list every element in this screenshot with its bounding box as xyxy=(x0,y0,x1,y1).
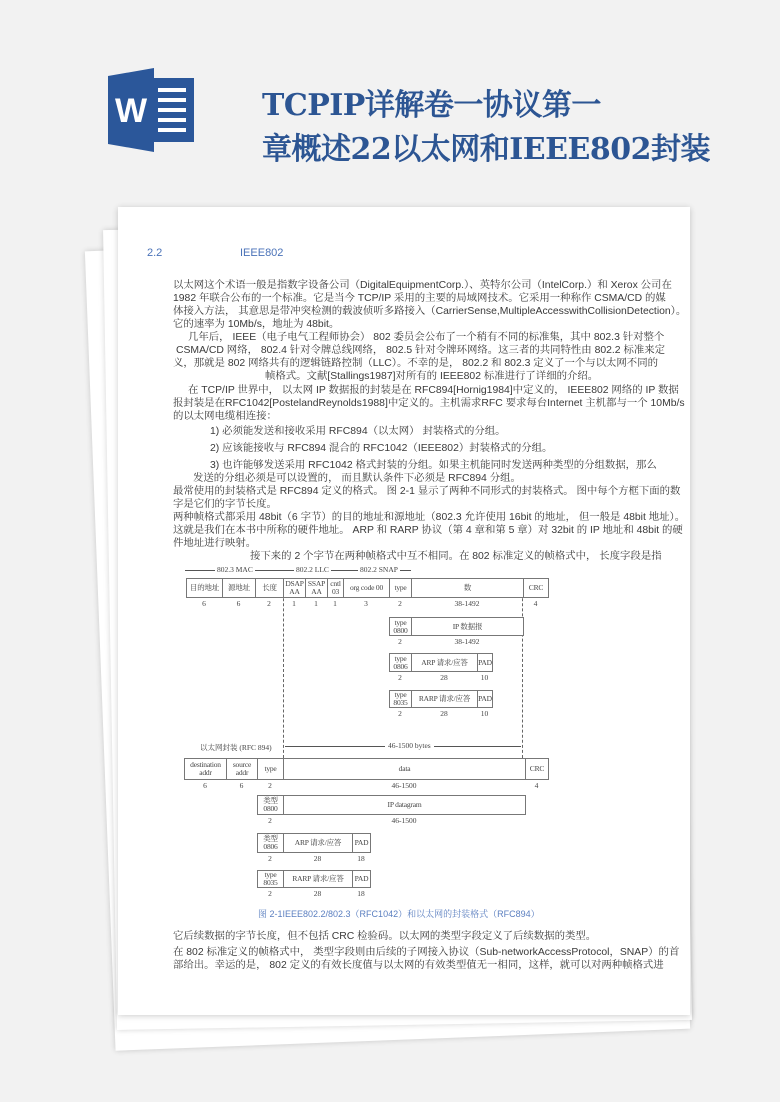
field-size: 2 xyxy=(267,599,271,608)
text-line: 义，那就是 802 网络共有的逻辑链路控制（LLC）。不幸的是， 802.2 和 802.3 定义了一个与以太网不同的 xyxy=(173,358,658,369)
text-line: 的以太网电缆相连接： xyxy=(173,411,277,422)
field-size: 6 xyxy=(203,781,207,790)
frame-field: data xyxy=(283,758,526,780)
divider-dashed xyxy=(522,578,523,763)
field-size: 28 xyxy=(313,889,322,898)
text-line: 件地址进行映射。 xyxy=(173,538,257,549)
text-line: 几年后， IEEE（电子电气工程师协会） 802 委员会公布了一个稍有不同的标准集，其中 802.3 针对整个 xyxy=(188,332,665,343)
frame-field: type xyxy=(257,758,284,780)
text-line: 2) 应该能接收与 RFC894 混合的 RFC1042（IEEE802）封装格式的分组。 xyxy=(210,443,553,454)
field-size: 2 xyxy=(268,854,272,863)
text-line: 字是它们的字节长度。 xyxy=(173,499,277,510)
frame-field: CRC xyxy=(525,758,549,780)
frame-field: IP datagram xyxy=(283,795,526,815)
frame-field: type xyxy=(389,578,412,598)
frame-field: 源地址 xyxy=(222,578,256,598)
field-size: 1 xyxy=(292,599,296,608)
text-line: 以太网这个术语一般是指数字设备公司（DigitalEquipmentCorp.）、英特尔公司（IntelCorp.）和 Xerox 公司在 xyxy=(173,280,672,291)
text-line: 在 TCP/IP 世界中， 以太网 IP 数据报的封装是在 RFC894[Hornig1984]中定义的， IEEE802 网络的 IP 数据 xyxy=(188,385,679,396)
frame-field: 数 xyxy=(411,578,524,598)
frame-field: PAD xyxy=(352,833,371,853)
field-size: 18 xyxy=(357,889,365,898)
divider-dashed xyxy=(283,578,284,763)
frame-field: IP 数据报 xyxy=(411,617,524,636)
frame-field: PAD xyxy=(477,690,493,708)
word-logo-icon xyxy=(108,68,196,152)
bracket-label: 802.2 LLC xyxy=(296,565,329,574)
text-line: CSMA/CD 网络， 802.4 针对令牌总线网络， 802.5 针对令牌环网络。这三者的共同特性由 802.2 标准来定 xyxy=(176,345,666,356)
frame-field: type 0800 xyxy=(389,617,412,636)
field-size: 6 xyxy=(239,781,244,790)
text-line: 1982 年联合公布的一个标准。它是当今 TCP/IP 采用的主要的局域网技术。它采用一种称作 CSMA/CD 的媒 xyxy=(173,293,666,304)
frame-field: source addr xyxy=(226,758,258,780)
field-size: 1 xyxy=(314,599,318,608)
field-size: 1 xyxy=(333,599,337,608)
doc-title-line1: TCPIP详解卷一协议第一 xyxy=(262,88,601,123)
svg-text:W: W xyxy=(114,92,148,130)
field-size: 10 xyxy=(480,673,489,682)
frame-field: cntl 03 xyxy=(327,578,344,598)
field-size: 2 xyxy=(268,816,272,825)
field-size: 2 xyxy=(398,709,402,718)
text-line: 帧格式。文献[Stallings1987]对所有的 IEEE802 标准进行了详细的介绍。 xyxy=(265,371,599,382)
frame-field: ARP 请求/应答 xyxy=(411,653,478,672)
field-size: 4 xyxy=(533,599,538,608)
text-line: 发送的分组必须是可以设置的， 而且默认条件下必须是 RFC894 分组。 xyxy=(193,473,521,484)
field-size: 2 xyxy=(268,781,272,790)
frame-field: type 0806 xyxy=(389,653,412,672)
frame-field: 类型 0800 xyxy=(257,795,284,815)
bracket-label: 802.2 SNAP xyxy=(360,565,398,574)
eth-encap-label: 以太网封装 (RFC 894) xyxy=(200,743,272,752)
frame-field: PAD xyxy=(477,653,493,672)
text-line: 3) 也许能够发送采用 RFC1042 格式封装的分组。如果主机能同时发送两种类型的分组数据，那么 xyxy=(210,460,657,471)
frame-field: ARP 请求/应答 xyxy=(283,833,353,853)
field-size: 46-1500 xyxy=(391,781,417,790)
field-size: 28 xyxy=(440,673,448,682)
frame-field: destination addr xyxy=(184,758,227,780)
frame-field: org code 00 xyxy=(343,578,390,598)
field-size: 38-1492 xyxy=(454,599,480,608)
field-size: 10 xyxy=(480,709,489,718)
frame-field: RARP 请求/应答 xyxy=(283,870,353,888)
field-size: 38-1492 xyxy=(454,637,480,646)
text-line: 它后续数据的字节长度，但不包括 CRC 检验码。以太网的类型字段定义了后续数据的类型。 xyxy=(173,931,597,942)
frame-field: RARP 请求/应答 xyxy=(411,690,478,708)
bracket-label: 802.3 MAC xyxy=(217,565,253,574)
text-line: 它的速率为 10Mb/s，地址为 48bit。 xyxy=(173,319,340,330)
text-line: 部给出。幸运的是， 802 定义的有效长度值与以太网的有效类型值无一相同，这样，就可以对两种帧格式进 xyxy=(173,960,664,971)
frame-field: PAD xyxy=(352,870,371,888)
text-line: 报封装是在RFC1042[PostelandReynolds1988]中定义的。主机需求RFC 要求每台Internet 主机都与一个 10Mb/s xyxy=(173,398,685,409)
field-size: 18 xyxy=(357,854,365,863)
field-size: 3 xyxy=(364,599,368,608)
frame-field: 长度 xyxy=(255,578,284,598)
frame-field: DSAP AA xyxy=(283,578,306,598)
field-size: 2 xyxy=(268,889,272,898)
frame-field: 类型 0806 xyxy=(257,833,284,853)
field-size: 6 xyxy=(202,599,206,608)
text-line: 两种帧格式都采用 48bit（6 字节）的目的地址和源地址（802.3 允许使用 16bit 的地址， 但一般是 48bit 地址）。 xyxy=(173,512,686,523)
text-line: 最常使用的封装格式是 RFC894 定义的格式。 图 2-1 显示了两种不同形式的封装格式。 图中每个方框下面的数 xyxy=(173,486,681,497)
section-number: 2.2 xyxy=(147,247,163,259)
frame-field: type 8035 xyxy=(257,870,284,888)
frame-field: 目的地址 xyxy=(186,578,223,598)
field-size: 28 xyxy=(313,854,322,863)
frame-field: type 8035 xyxy=(389,690,412,708)
text-line: 接下来的 2 个字节在两种帧格式中互不相同。在 802 标准定义的帧格式中， 长度字段是指 xyxy=(250,551,662,562)
field-size: 46-1500 xyxy=(391,816,417,825)
doc-title-line2: 章概述22以太网和IEEE802封装 xyxy=(262,132,711,167)
frame-field: CRC xyxy=(523,578,549,598)
text-line: 这就是我们在本书中所称的硬件地址。 ARP 和 RARP 协议（第 4 章和第 5 章）对 32bit 的 IP 地址和 48bit 的硬 xyxy=(173,525,683,536)
field-size: 28 xyxy=(440,709,448,718)
field-size: 2 xyxy=(398,673,402,682)
field-size: 2 xyxy=(398,637,402,646)
text-line: 在 802 标准定义的帧格式中， 类型字段则由后续的子网接入协议（Sub-networkAccessProtocol，SNAP）的首 xyxy=(173,947,680,958)
frame-field: SSAP AA xyxy=(305,578,328,598)
field-size: 6 xyxy=(236,599,241,608)
field-size: 2 xyxy=(398,599,402,608)
text-line: 体接入方法， 其意思是带冲突检测的载波侦听多路接入（CarrierSense,MultipleAccesswithCollisionDetection）。 xyxy=(173,306,687,317)
section-title: IEEE802 xyxy=(240,247,284,259)
text-line: 1) 必须能发送和接收采用 RFC894（以太网） 封装格式的分组。 xyxy=(210,426,506,437)
field-size: 4 xyxy=(534,781,539,790)
range-label: 46-1500 bytes xyxy=(385,741,434,750)
figure-caption: 图 2-1IEEE802.2/802.3（RFC1042）和以太网的封装格式（RFC894） xyxy=(258,909,540,919)
